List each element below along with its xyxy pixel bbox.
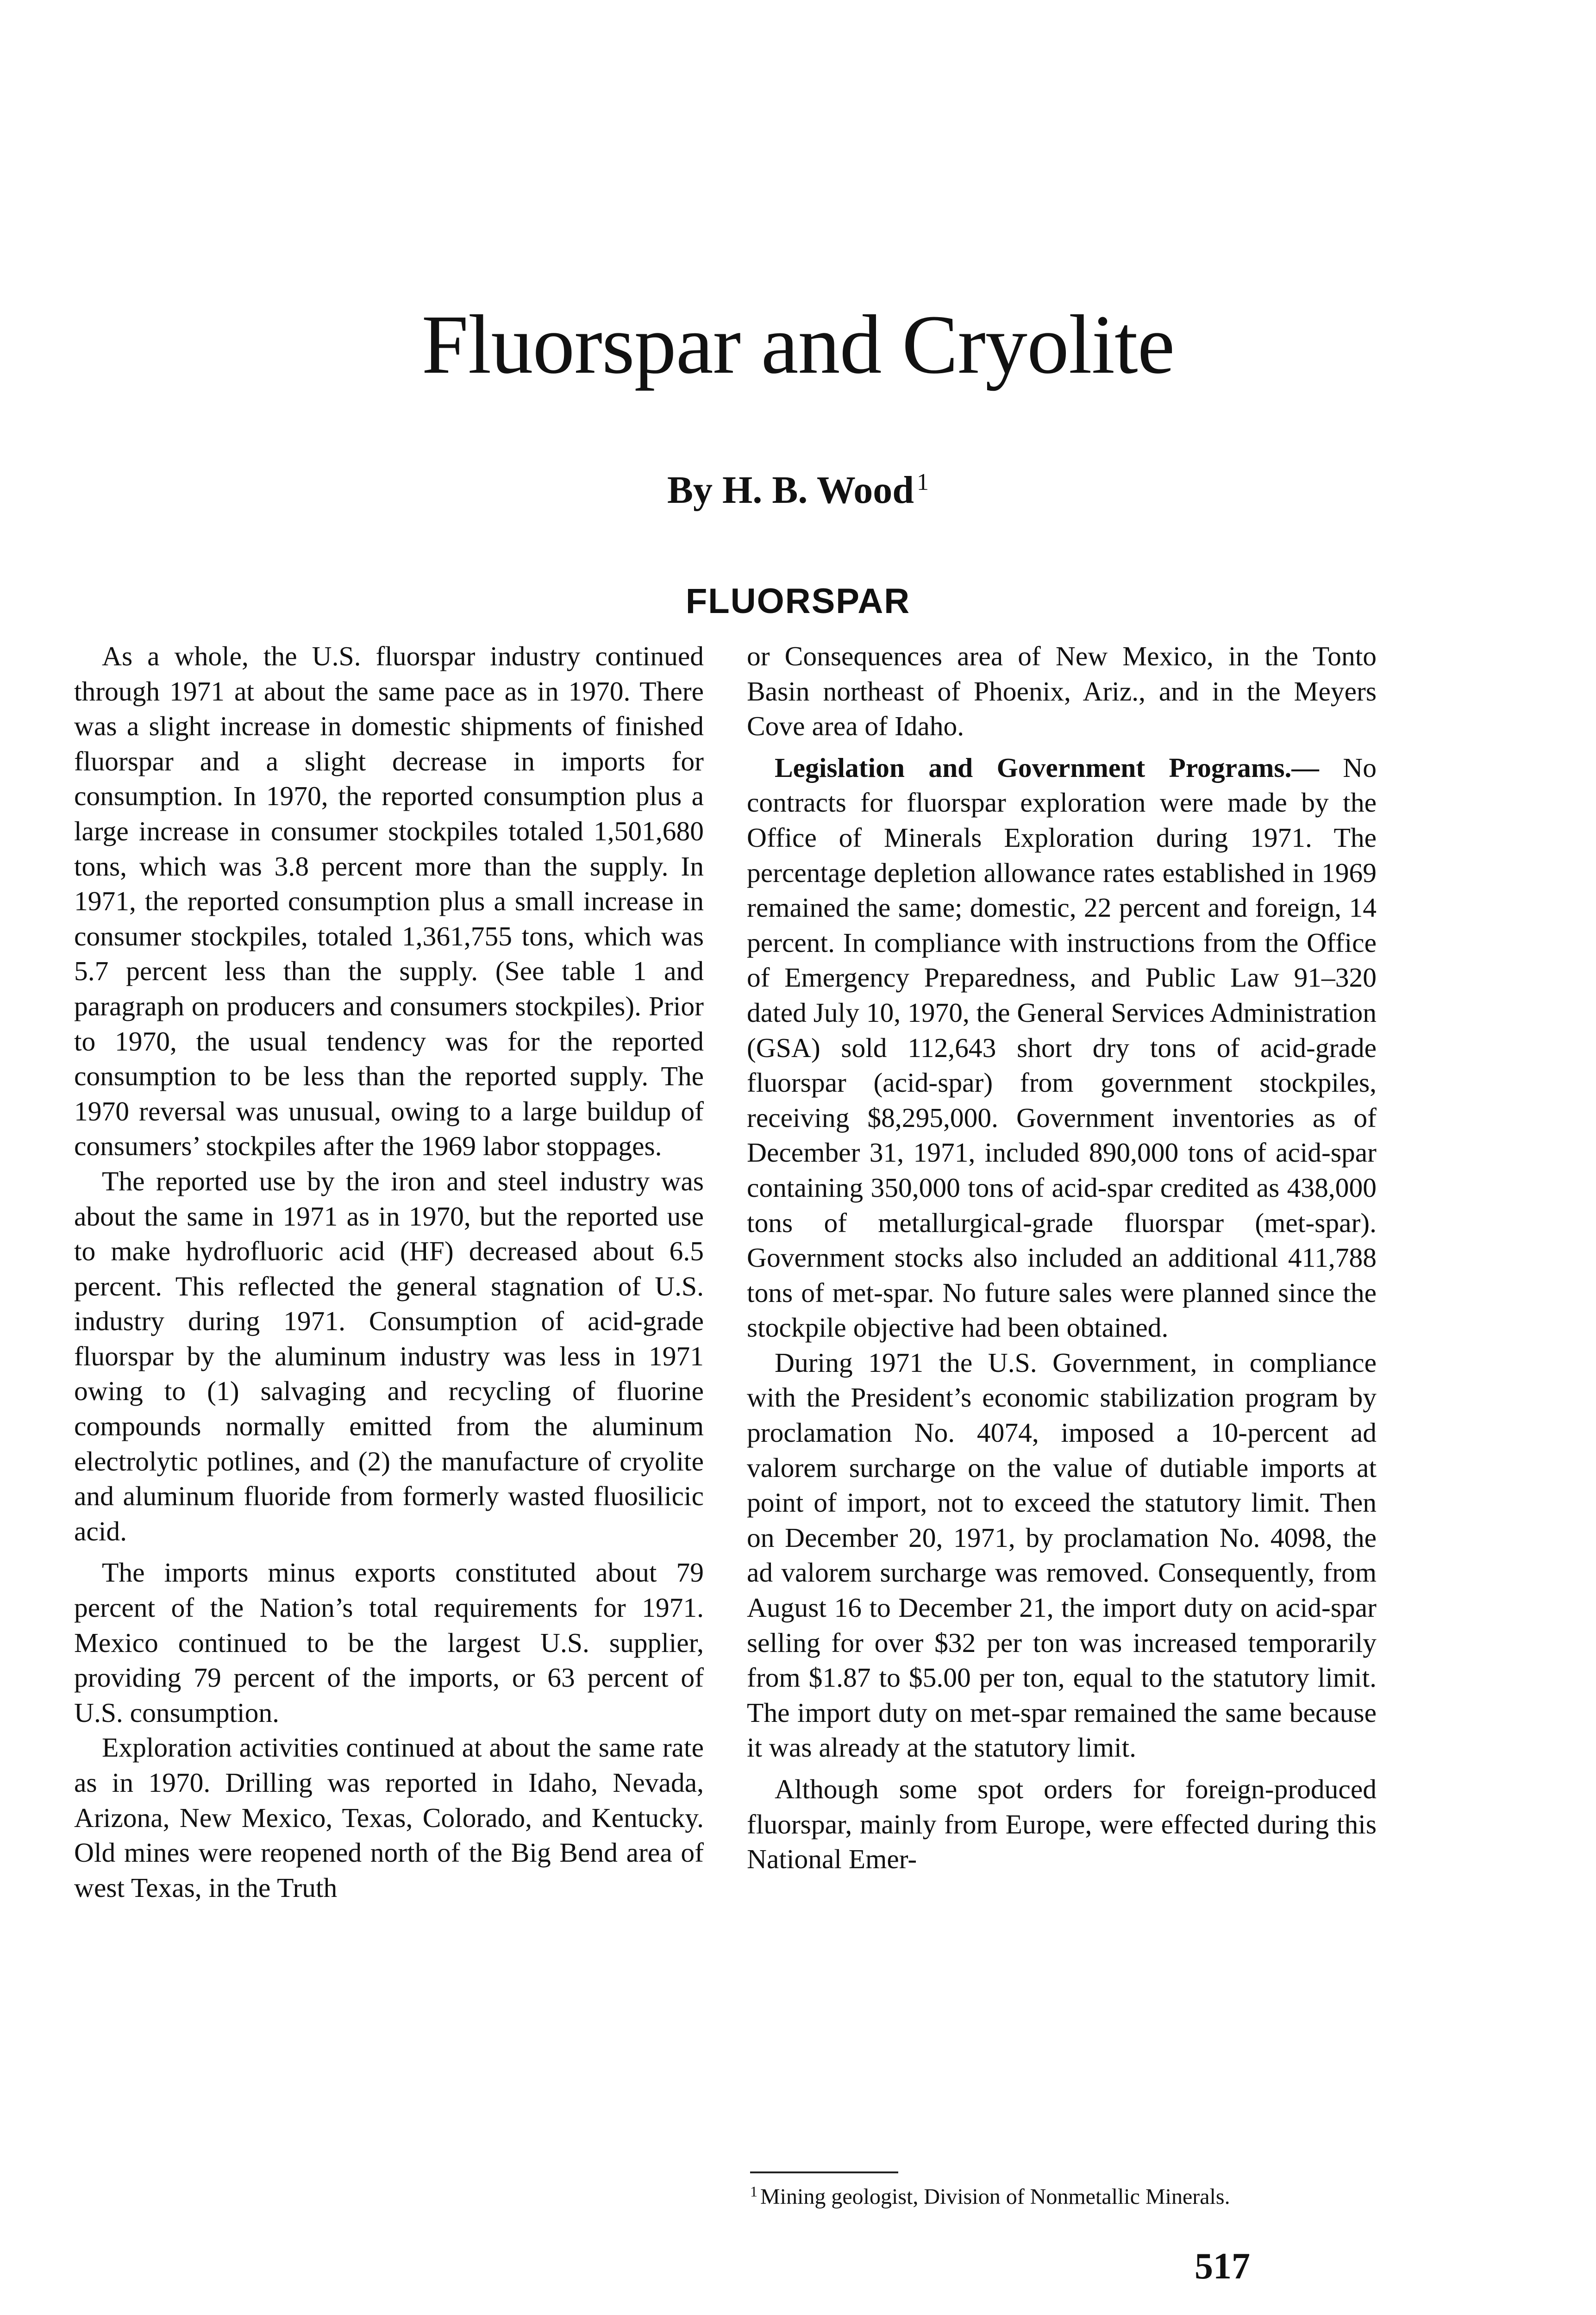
paragraph-text: No contracts for fluorspar exploration were made by the Office of Minerals Exploration during 1971. The percentage depletion allowance rates established in 1969 remained the same; domestic, 22 percent and foreign, 14 percent. In compliance with instructions from the Office of Emergency Preparedness, and Public Law 91–320 dated July 10, 1970, the General Services Administration (GSA) sold 112,643 short dry tons of acid-grade fluorspar (acid-spar) from government stockpiles, receiving $8,295,000. Government inventories as of December 31, 1971, included 890,000 tons of acid-spar containing 350,000 tons of acid-spar credited as 438,000 tons of metallurgical-grade fluorspar (met-spar). Government stocks also included an additional 411,788 tons of met-spar. No future sales were planned since the stockpile objective had been obtained.	[747, 752, 1377, 1343]
paragraph: Although some spot orders for foreign-produced fluorspar, mainly from Europe, were effected during this National Emer-	[747, 1774, 1377, 1875]
page-number: 517	[1195, 2246, 1250, 2287]
byline	[0, 468, 1596, 513]
paragraph: As a whole, the U.S. fluorspar industry continued through 1971 at about the same pace as in 1970. There was a slight increase in domestic shipments of finished fluorspar and a slight decrease in imports for consumption. In 1970, the reported consumption plus a large increase in consumer stockpiles totaled 1,501,680 tons, which was 3.8 percent more than the supply. In 1971, the reported consumption plus a small increase in consumer stockpiles, totaled 1,361,755 tons, which was 5.7 percent less than the supply. (See table 1 and paragraph on producers and consumers stockpiles). Prior to 1970, the usual tendency was for the reported consumption to be less than the reported supply. The 1970 reversal was unusual, owing to a large buildup of consumers’ stockpiles after the 1969 labor stoppages.	[74, 641, 704, 1162]
paragraph: Exploration activities continued at about the same rate as in 1970. Drilling was reported in Idaho, Nevada, Arizona, New Mexico, Texas, Colorado, and Kentucky. Old mines were reopened north of the Big Bend area of west Texas, in the Truth	[74, 1732, 704, 1903]
footnote-divider	[750, 2171, 898, 2173]
subsection-heading: Legislation and Government Programs.—	[775, 752, 1319, 783]
paragraph: The imports minus exports constituted about 79 percent of the Nation’s total requirements for 1971. Mexico continued to be the largest U.S. supplier, providing 79 percent of the imports, or 63 percent of U.S. consumption.	[74, 1557, 704, 1728]
paragraph: The reported use by the iron and steel industry was about the same in 1971 as in 1970, but the reported use to make hydrofluoric acid (HF) decreased about 6.5 percent. This reflected the general stagnation of U.S. industry during 1971. Consumption of acid-grade fluorspar by the aluminum industry was less in 1971 owing to (1) salvaging and recycling of fluorine compounds normally emitted from the aluminum electrolytic potlines, and (2) the manufacture of cryolite and aluminum fluoride from formerly wasted fluosilicic acid.	[74, 1165, 704, 1546]
left-column	[74, 639, 704, 1905]
footnote-mark: 1	[750, 2183, 757, 2200]
paragraph	[747, 751, 1377, 1345]
section-heading: FLUORSPAR	[685, 582, 911, 621]
paragraph: or Consequences area of New Mexico, in the Tonto Basin northeast of Phoenix, Ariz., and in the Meyers Cove area of Idaho.	[747, 641, 1377, 742]
author-name: By H. B. Wood	[667, 469, 914, 512]
paragraph: During 1971 the U.S. Government, in compliance with the President’s economic stabilization program by proclamation No. 4074, imposed a 10-percent ad valorem surcharge on the value of dutiable imports at point of import, not to exceed the statutory limit. Then on December 20, 1971, by proclamation No. 4098, the ad valorem surcharge was removed. Consequently, from August 16 to December 21, the import duty on acid-spar selling for over $32 per ton was increased temporarily from $1.87 to $5.00 per ton, equal to the statutory limit. The import duty on met-spar remained the same because it was already at the statutory limit.	[747, 1347, 1377, 1763]
footnote-text: Mining geologist, Division of Nonmetallic Minerals.	[760, 2184, 1230, 2209]
page-title: Fluorspar and Cryolite	[421, 298, 1175, 391]
footnote	[750, 2178, 1380, 2210]
right-column	[747, 639, 1377, 1877]
author-footnote-mark: 1	[916, 469, 929, 495]
